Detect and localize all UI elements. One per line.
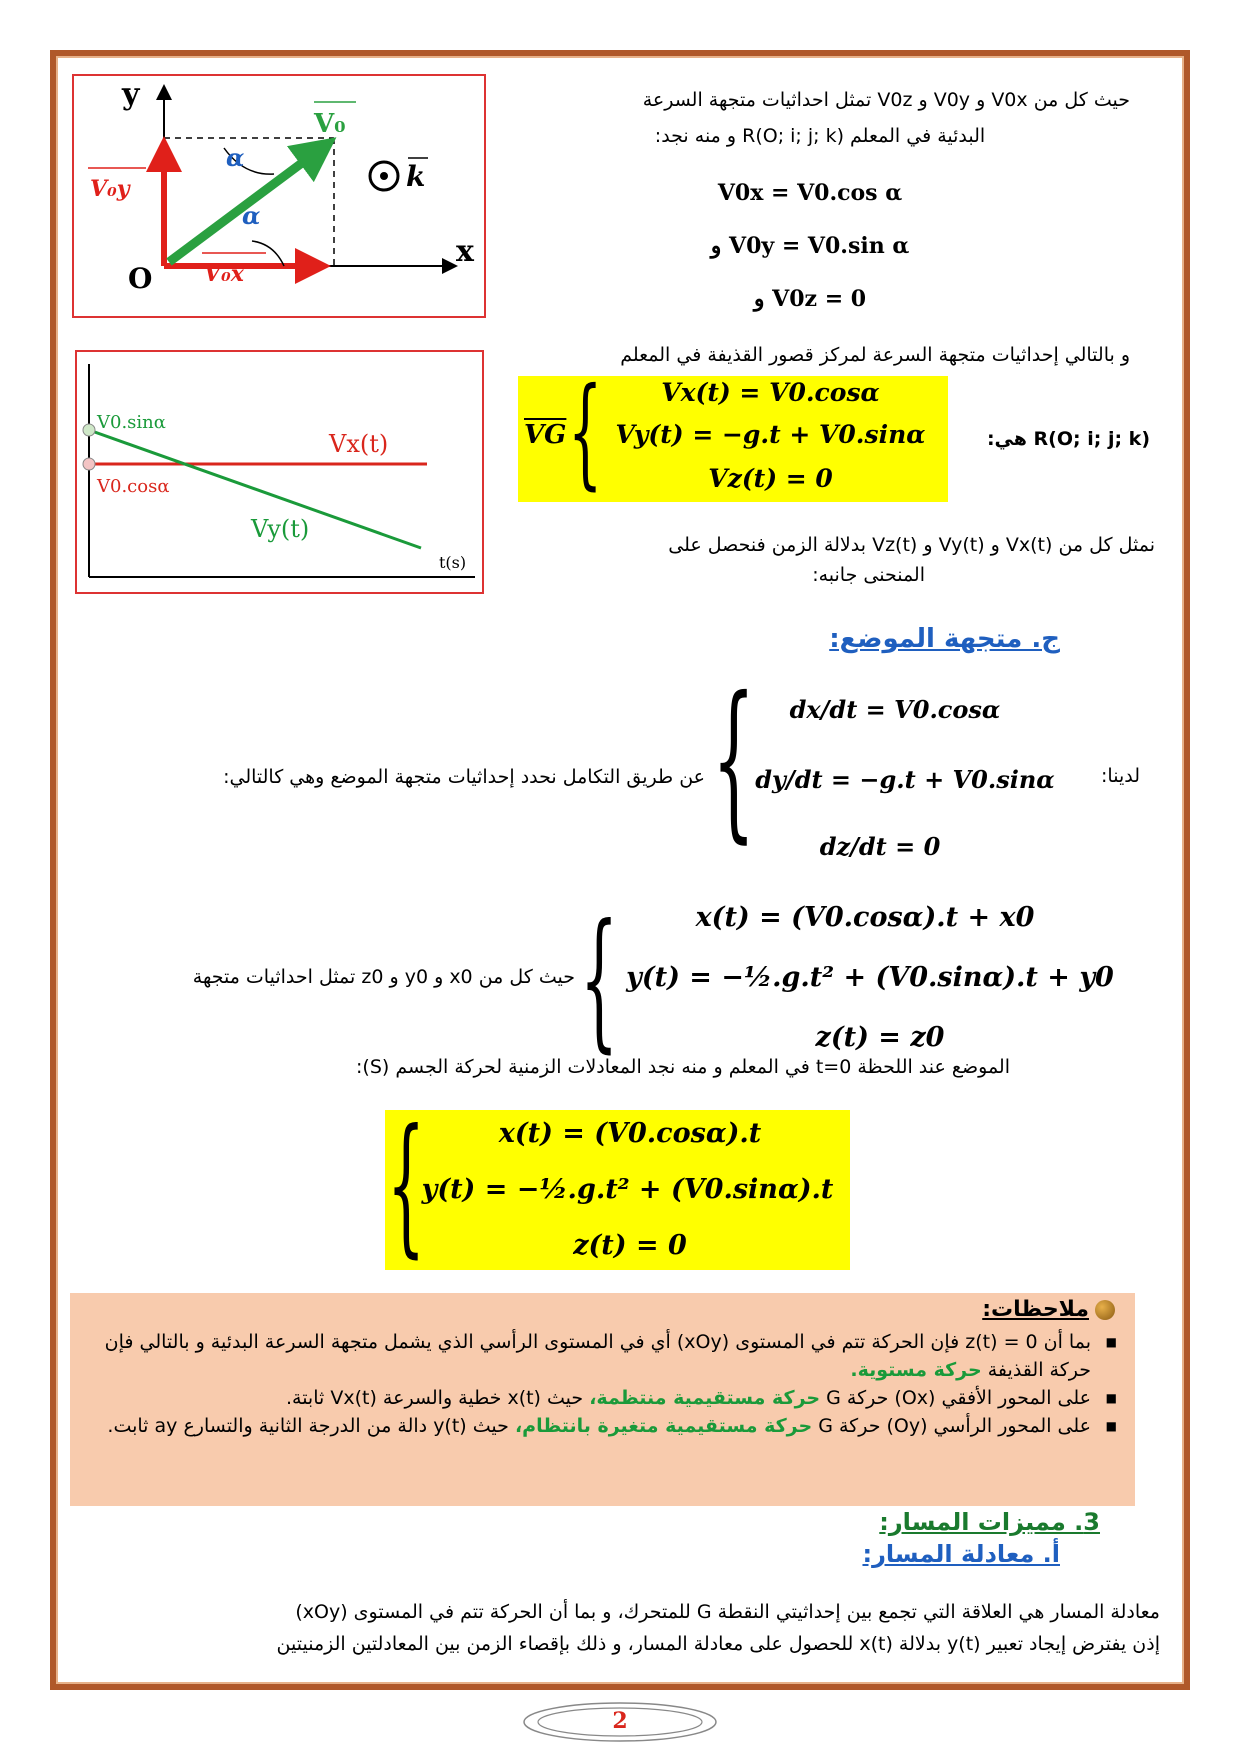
velocity-intro: و بالتالي إحداثيات متجهة السرعة لمركز قصور القذيفة في المعلم [620, 344, 1130, 366]
section-c-title: ج. متجهة الموضع: [829, 624, 1060, 654]
plot-intro [505, 530, 1155, 590]
trajectory-paragraph [74, 1596, 1160, 1660]
intro-line-1: حيث كل من V0x و V0y و V0z تمثل احداثيات متجهة السرعة [642, 89, 1130, 111]
x-general-eq: x(t) = (V0.cosα).t + x0 [695, 902, 1035, 933]
velocity-brace: { [568, 363, 603, 502]
velocity-time-graph [75, 350, 484, 594]
v0x-label: V₀x [204, 261, 244, 287]
origin-label: O [128, 262, 153, 295]
vy-label: Vy(t) [251, 515, 310, 543]
position-side-text: حيث كل من x0 و y0 و z0 تمثل احداثيات متجهة [192, 966, 575, 988]
eq-v0x: V0x = V0.cos α [717, 180, 903, 206]
dz-eq: dz/dt = 0 [819, 832, 941, 861]
vz-eq: Vz(t) = 0 [708, 464, 833, 493]
velocity-system-box [518, 363, 948, 502]
traj-line-1: معادلة المسار هي العلاقة التي تجمع بين إحداثيتي النقطة G للمتحرك، و بما أن الحركة تتم في المستوى (xOy) [295, 1601, 1160, 1623]
traj-line-2: إذن يفترض إيجاد تعبير y(t) بدلالة x(t) للحصول على معادلة المسار، و ذلك بإقصاء الزمن بين المعادلتين الزمنيتين [276, 1633, 1160, 1655]
position-below-text: الموضع عند اللحظة t=0 في المعلم و منه نجد المعادلات الزمنية لحركة الجسم (S): [356, 1056, 1010, 1078]
t-label: t(s) [439, 553, 467, 572]
plot-intro-line-2: المنحنى جانبه: [812, 564, 925, 586]
derivatives-right-text: لدينا: [1101, 765, 1140, 787]
frame-label: R(O; i; j; k) هي: [986, 428, 1150, 450]
v0-components-intro [510, 82, 1130, 154]
sin-label: V0.sinα [97, 412, 166, 433]
section-3-title: 3. مميزات المسار: [879, 1508, 1100, 1536]
note-item: ■ بما أن z(t) = 0 فإن الحركة تتم في المستوى (xOy) أي في المستوى الرأسي الذي يشمل متجهة السرعة البدئية و بالتالي فإن حركة القذيفة حركة مستوية. [70, 1328, 1117, 1384]
derivatives-left-text: عن طريق التكامل نحدد إحداثيات متجهة الموضع وهي كالتالي: [223, 766, 705, 788]
notes-title-row [70, 1297, 1115, 1322]
v0y-label: V₀y [90, 176, 130, 202]
y-general-eq: y(t) = −½.g.t² + (V0.sinα).t + y0 [626, 962, 1114, 993]
k-label: k [406, 160, 426, 193]
final-brace: { [387, 1098, 426, 1272]
dx-eq: dx/dt = V0.cosα [789, 695, 1001, 724]
dy-eq: dy/dt = −g.t + V0.sinα [755, 765, 1055, 794]
vy-eq: Vy(t) = −g.t + V0.sinα [615, 420, 926, 449]
page-number-badge [520, 1700, 720, 1744]
eq-v0y: و V0y = V0.sin α [710, 233, 910, 259]
position-system-box [385, 1098, 850, 1272]
alpha-top: α [226, 143, 245, 172]
notes-list [70, 1328, 1135, 1440]
note-item: ■ على المحور الأفقي (Ox) حركة G حركة مستقيمية منتظمة، حيث x(t) خطية والسرعة Vx(t) ثابتة. [70, 1384, 1117, 1412]
position-brace: { [580, 893, 619, 1067]
x-final-eq: x(t) = (V0.cosα).t [498, 1118, 762, 1149]
y-label: y [122, 77, 140, 112]
bullet-ball-icon [1095, 1300, 1115, 1320]
alpha-bottom: α [242, 201, 261, 230]
vx-eq: Vx(t) = V0.cosα [661, 378, 880, 407]
notes-box [70, 1293, 1135, 1506]
eq-v0z: و V0z = 0 [753, 286, 867, 312]
x-label: x [456, 234, 474, 269]
y-final-eq: y(t) = −½.g.t² + (V0.sinα).t [421, 1174, 834, 1205]
cos-label: V0.cosα [97, 476, 170, 497]
velocity-decomposition-figure [72, 74, 486, 318]
derivatives-brace: { [712, 661, 756, 859]
v0-label: V₀ [314, 109, 346, 139]
z-general-eq: z(t) = z0 [815, 1022, 945, 1053]
intro-line-2: البدئية في المعلم R(O; i; j; k) و منه نجد: [654, 125, 986, 147]
z-final-eq: z(t) = 0 [573, 1230, 687, 1261]
section-a-title: أ. معادلة المسار: [862, 1540, 1060, 1568]
plot-intro-line-1: نمثل كل من Vx(t) و Vy(t) و Vz(t) بدلالة الزمن فنحصل على [668, 534, 1155, 556]
page-number: 2 [612, 1708, 628, 1734]
notes-title: ملاحظات: [982, 1297, 1089, 1322]
vg-label: $\overline{VG}$ [524, 420, 567, 450]
note-item: ■ على المحور الرأسي (Oy) حركة G حركة مستقيمية متغيرة بانتظام، حيث y(t) دالة من الدرجة الثانية والتسارع ay ثابت. [70, 1412, 1117, 1440]
vx-label: Vx(t) [329, 430, 389, 458]
